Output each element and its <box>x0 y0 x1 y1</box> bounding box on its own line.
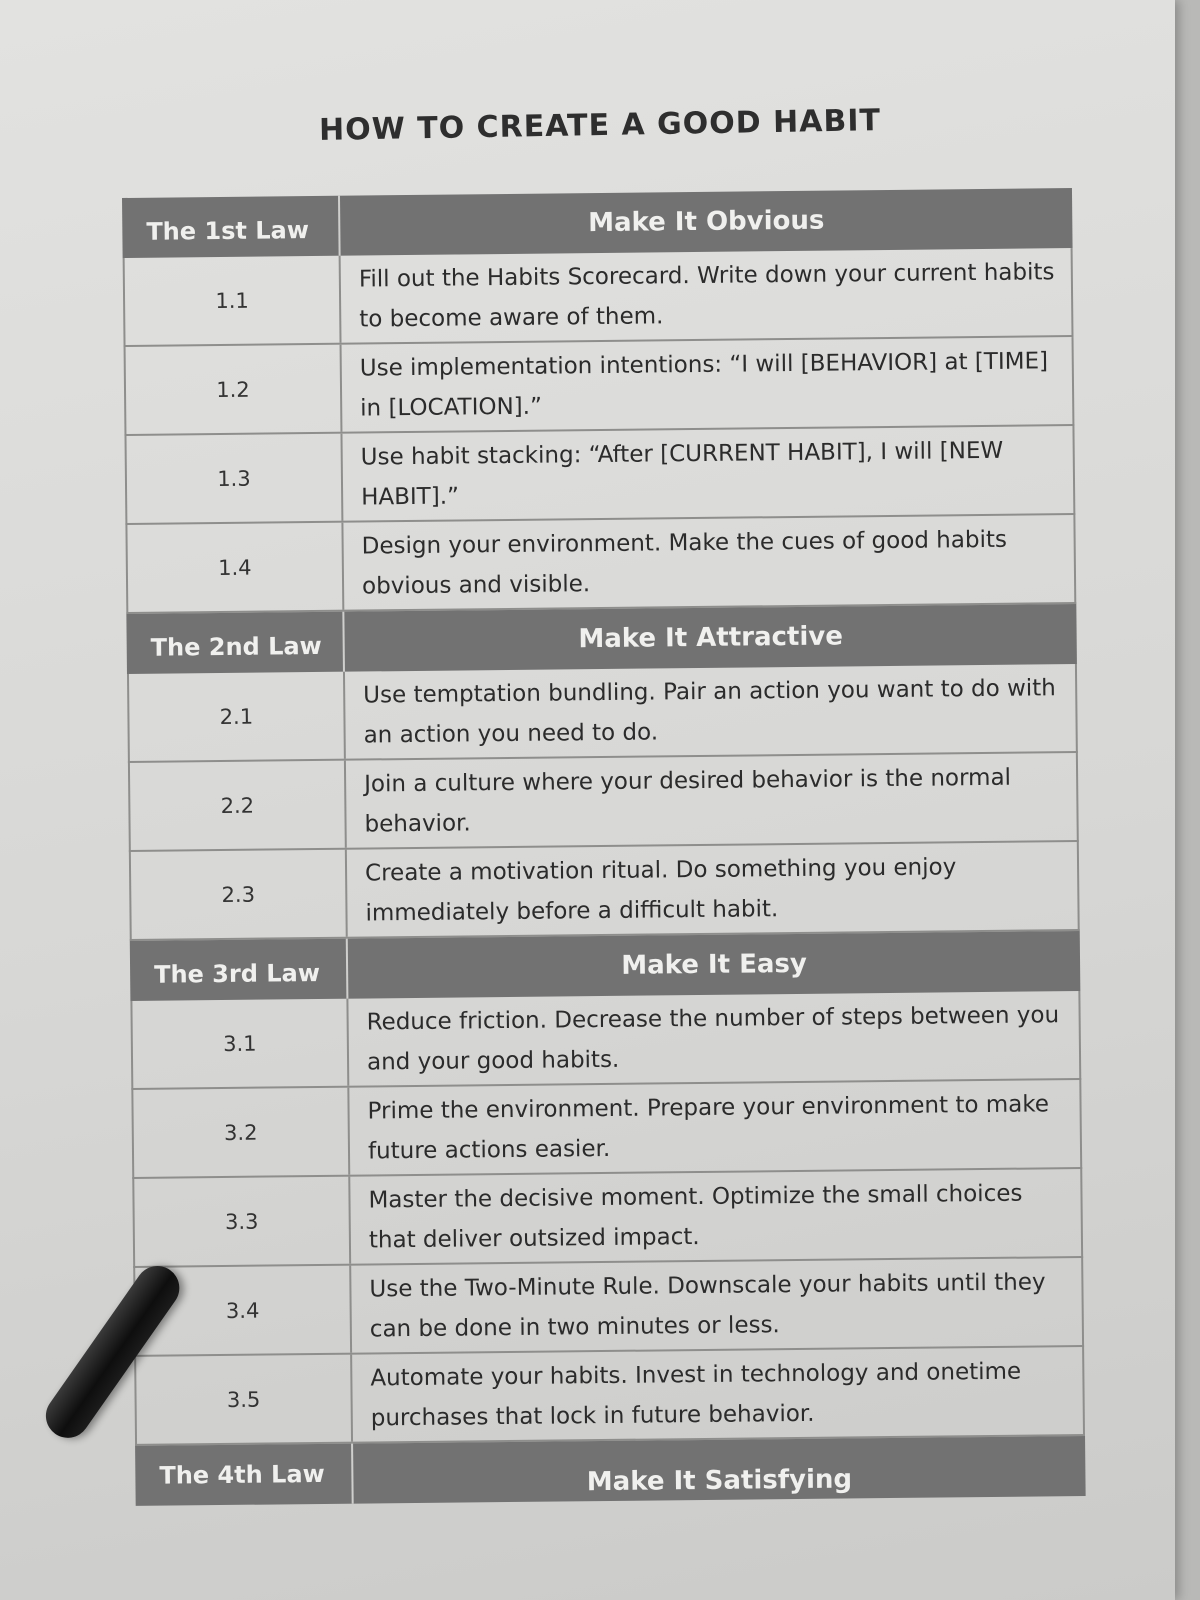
row-number: 2.1 <box>129 672 346 761</box>
row-text: Master the decisive moment. Optimize the small choices that deliver outsized impact. <box>368 1180 1023 1253</box>
row-number: 2.3 <box>131 850 348 939</box>
table-row <box>130 991 1081 1090</box>
row-text: Fill out the Habits Scorecard. Write down your current habits to become aware of them. <box>358 258 1055 333</box>
table-row <box>131 1080 1082 1179</box>
row-text: Use implementation intentions: “I will [BEHAVIOR] at [TIME] in [LOCATION].” <box>359 347 1049 422</box>
law-section-4 <box>135 1436 1086 1506</box>
row-number: 3.1 <box>132 999 349 1088</box>
law-header <box>135 1436 1086 1506</box>
table-row <box>123 248 1074 347</box>
row-text: Prime the environment. Prepare your environment to make future actions easier. <box>367 1090 1050 1164</box>
law-title: Make It Satisfying <box>351 1436 1086 1504</box>
law-section-1 <box>122 188 1076 614</box>
row-text: Join a culture where your desired behavior is the normal behavior. <box>364 764 1012 837</box>
law-section-2 <box>126 604 1079 941</box>
row-text: Use temptation bundling. Pair an action you want to do with an action you need to do. <box>363 674 1056 748</box>
law-name: The 1st Law <box>146 216 310 246</box>
row-text: Automate your habits. Invest in technology and onetime purchases that lock in future behavior. <box>370 1358 1022 1431</box>
table-row <box>129 842 1080 941</box>
row-number: 3.2 <box>133 1088 350 1177</box>
law-name: The 3rd Law <box>153 958 321 989</box>
law-name: The 2nd Law <box>150 631 322 662</box>
row-text: Create a motivation ritual. Do something you enjoy immediately before a difficult habit. <box>364 853 957 926</box>
row-text: Reduce friction. Decrease the number of steps between you and your good habits. <box>366 1001 1060 1075</box>
table-row <box>127 664 1078 763</box>
page-title: HOW TO CREATE A GOOD HABIT <box>318 103 882 148</box>
table-row <box>134 1347 1085 1446</box>
law-header <box>126 604 1077 674</box>
law-title: Make It Easy <box>346 931 1081 999</box>
table-row <box>128 753 1079 852</box>
law-title: Make It Obvious <box>338 188 1073 256</box>
row-number: 1.1 <box>125 256 342 345</box>
row-text: Use the Two-Minute Rule. Downscale your habits until they can be done in two minutes or less. <box>369 1268 1046 1342</box>
law-header <box>122 188 1073 258</box>
row-number: 3.4 <box>135 1266 352 1355</box>
row-number: 3.5 <box>136 1355 353 1444</box>
table-row <box>133 1258 1084 1357</box>
table-row <box>124 337 1075 436</box>
table-row <box>132 1169 1083 1268</box>
row-number: 1.4 <box>127 523 344 612</box>
table-row <box>125 515 1076 614</box>
law-name: The 4th Law <box>159 1459 325 1490</box>
law-title: Make It Attractive <box>342 604 1077 672</box>
law-section-3 <box>130 931 1085 1446</box>
row-text: Design your environment. Make the cues of good habits obvious and visible. <box>361 526 1008 600</box>
row-text: Use habit stacking: “After [CURRENT HABIT], I will [NEW HABIT].” <box>360 437 1004 511</box>
row-number: 3.3 <box>134 1177 351 1266</box>
row-number: 1.3 <box>126 434 343 523</box>
table-row <box>124 426 1075 525</box>
law-header <box>130 931 1081 1001</box>
row-number: 2.2 <box>130 761 347 850</box>
row-number: 1.2 <box>126 345 343 434</box>
habit-table <box>122 188 1086 1506</box>
